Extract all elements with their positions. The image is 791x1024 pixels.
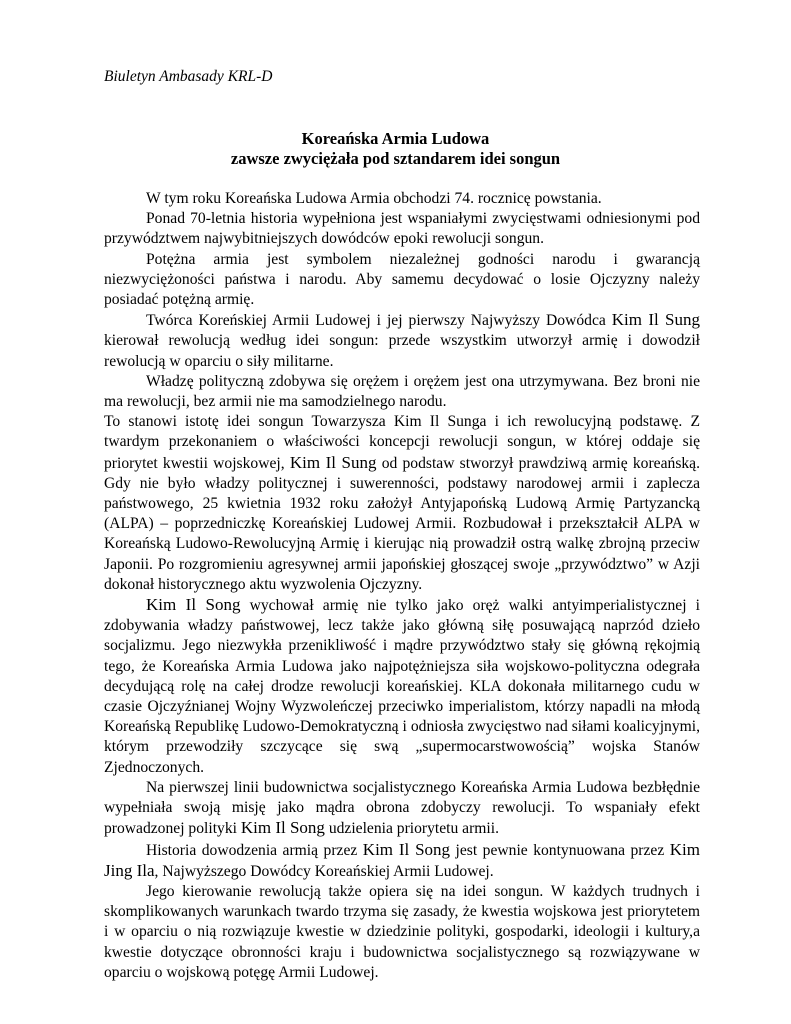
title-line-1: Koreańska Armia Ludowa bbox=[301, 129, 490, 148]
paragraph-text: Twórca Koreńskiej Armii Ludowej i jej pierwszy Najwyższy Dowódca bbox=[146, 312, 612, 330]
article-title bbox=[0, 129, 791, 169]
paragraph bbox=[104, 189, 700, 209]
paragraph-text: To stanowi istotę idei songun Towarzysza Kim Il Sunga i ich rewolucyjną podstawę. Z twardym przekonaniem o właściwości koncepcji rewolucji songun, w której oddaje się priorytet kwestii wojskowej, bbox=[104, 413, 700, 472]
paragraph bbox=[104, 372, 700, 412]
paragraph bbox=[104, 840, 700, 882]
paragraph bbox=[104, 778, 700, 840]
paragraph-text: Na pierwszej linii budownictwa socjalistycznego Koreańska Armia Ludowa bezbłędnie wypełniała swoją misję jako mądra obrona zdobyczy rewolucji. To wspaniały efekt prowadzonej polityki bbox=[104, 778, 700, 838]
leader-name: Kim Il Sung bbox=[611, 310, 700, 330]
leader-name: Kim Il Sung bbox=[289, 452, 377, 472]
paragraph-text: , Najwyższego Dowódcy Koreańskiej Armii Ludowej. bbox=[154, 862, 494, 880]
leader-name: Kim Il Song bbox=[362, 839, 451, 859]
paragraph bbox=[104, 310, 700, 372]
bulletin-header: Biuletyn Ambasady KRL-D bbox=[104, 68, 273, 85]
paragraph bbox=[104, 250, 700, 311]
paragraph-text: Historia dowodzenia armią przez bbox=[146, 841, 363, 859]
paragraph bbox=[104, 595, 700, 778]
paragraph-text: jest pewnie kontynuowana przez bbox=[450, 841, 670, 859]
leader-name: Kim Il Song bbox=[240, 818, 325, 838]
leader-name: Kim Il Song bbox=[146, 595, 241, 615]
paragraph-text: wychował armię nie tylko jako oręż walki antyimperialistycznej i zdobywania władzy państwowej, lecz także jako główną siłę posuwającą naprzód dzieło socjalizmu. Jego niezwykła przenikliwość i mądre przywództwo stały się główną rękojmią tego, że Koreańska Armia Ludowa jako najpotężniejsza siła wojskowo-polityczna odegrała decydującą rolę na całej drodze rewolucji koreańskiej. KLA dokonała militarnego cudu w czasie Ojczyźnianej Wojny Wyzwoleńczej przeciwko imperialistom, którzy napadli na młodą Koreańską Republikę Ludowo-Demokratyczną i odniosła zwycięstwo nad siłami koalicyjnymi, którym przewodziły szczycące się swą „supermocarstwowością” wojska Stanów Zjednoczonych. bbox=[104, 597, 701, 776]
paragraph-text: Władzę polityczną zdobywa się orężem i orężem jest ona utrzymywana. Bez broni nie ma rewolucji, bez armii nie ma samodzielnego narodu. bbox=[104, 372, 700, 411]
paragraph bbox=[104, 412, 700, 595]
article-body bbox=[104, 189, 700, 983]
paragraph-text: kierował rewolucją według idei songun: przede wszystkim utworzył armię i dowodził rewolucją w oparciu o siły militarne. bbox=[104, 332, 700, 370]
title-line-2: zawsze zwyciężała pod sztandarem idei songun bbox=[230, 149, 561, 168]
paragraph-text: W tym roku Koreańska Ludowa Armia obchodzi 74. rocznicę powstania. bbox=[146, 190, 602, 207]
paragraph-text: udzielenia priorytetu armii. bbox=[324, 820, 499, 838]
leader-name: Kim Jing Ila bbox=[104, 839, 700, 880]
paragraph-text: Ponad 70-letnia historia wypełniona jest wspaniałymi zwycięstwami odniesionymi pod przywództwem najwybitniejszych dowódców epoki rewolucji songun. bbox=[104, 210, 700, 248]
paragraph-text: Potężna armia jest symbolem niezależnej godności narodu i gwarancją niezwyciężoności państwa i narodu. Aby samemu decydować o losie Ojczyzny należy posiadać potężną armię. bbox=[104, 250, 700, 309]
paragraph-text: od podstaw stworzył prawdziwą armię koreańską. Gdy nie było władzy politycznej i suwerenności, podstawy narodowej armii i zaplecza państwowego, 25 kwietnia 1932 roku założył Antyjapońską Ludową Armię Partyzancką (ALPA) – poprzedniczkę Koreańskiej Ludowej Armii. Rozbudował i przekształcił ALPA w Koreańską Ludowo-Rewolucyjną Armię i kierując nią prowadził ostrą walkę zbrojną przeciw Japonii. Po rozgromieniu agresywnej armii japońskiej głoszącej swoje „przywództwo” w Azji dokonał historycznego aktu wyzwolenia Ojczyzny. bbox=[104, 454, 700, 593]
paragraph bbox=[104, 882, 700, 983]
paragraph-text: Jego kierowanie rewolucją także opiera się na idei songun. W każdych trudnych i skomplikowanych warunkach twardo trzyma się zasady, że kwestia wojskowa jest priorytetem i w oparciu o nią rozwiązuje kwestie w dziedzinie polityki, gospodarki, ideologii i kultury,a kwestie dotyczące obronności kraju i budownictwa socjalistycznego są rozwiązywane w oparciu o wojskową potęgę Armii Ludowej. bbox=[104, 882, 700, 981]
paragraph bbox=[104, 209, 700, 249]
